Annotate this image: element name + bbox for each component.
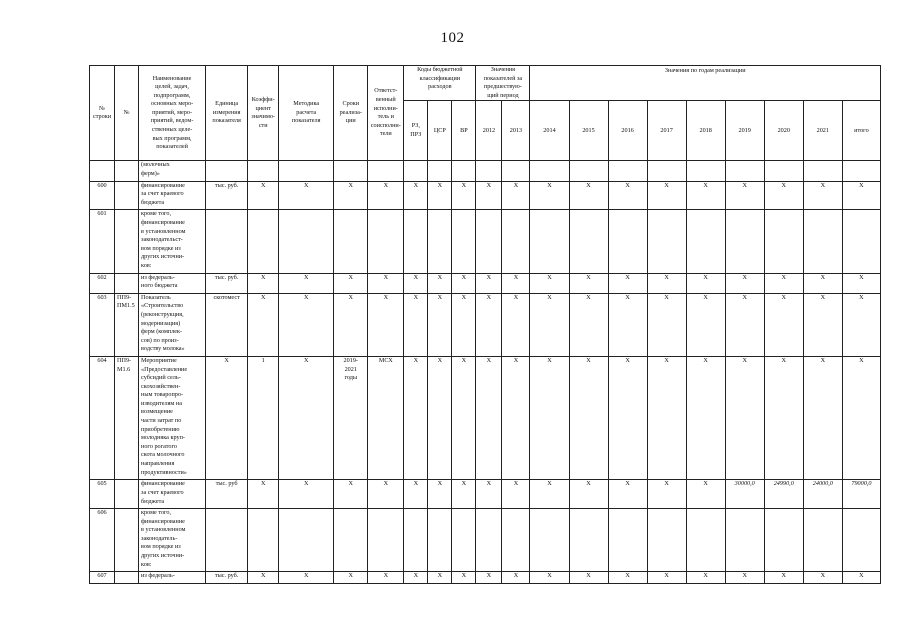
year-value-cell: X bbox=[725, 356, 764, 479]
code-value-cell: X bbox=[452, 356, 476, 479]
year-value-cell: X bbox=[842, 181, 880, 210]
year-value-cell bbox=[608, 509, 647, 572]
item-name: финансирование за счет краевого бюджета bbox=[139, 480, 206, 509]
code-value-cell bbox=[452, 161, 476, 181]
coef-cell: X bbox=[248, 273, 279, 293]
item-name: кроме того, финансирование в установленном законодательст- вом порядке из других источни- ков: bbox=[139, 210, 206, 273]
year-value-cell: X bbox=[569, 572, 608, 584]
table-row bbox=[90, 480, 881, 509]
page-number: 102 bbox=[440, 30, 465, 46]
year-value-cell: X bbox=[647, 273, 686, 293]
code-value-cell bbox=[502, 161, 530, 181]
table-row bbox=[90, 293, 881, 356]
year-value-cell: X bbox=[803, 356, 842, 479]
header-term: Сроки реализа- ции bbox=[334, 66, 368, 161]
method-cell: X bbox=[279, 273, 334, 293]
item-name: Показатель «Строительство (реконструкция, модернизация) ферм (комплек- сов) по произ- водству молока» bbox=[139, 293, 206, 356]
executor-cell: X bbox=[368, 572, 404, 584]
year-value-cell: X bbox=[803, 181, 842, 210]
coef-cell: X bbox=[248, 572, 279, 584]
year-value-cell: X bbox=[686, 293, 725, 356]
year-value-cell: X bbox=[647, 572, 686, 584]
code-value-cell: X bbox=[428, 293, 452, 356]
coef-cell: 1 bbox=[248, 356, 279, 479]
code-value-cell bbox=[476, 210, 502, 273]
year-value-cell: X bbox=[725, 181, 764, 210]
coef-cell: X bbox=[248, 480, 279, 509]
year-value-cell: X bbox=[803, 273, 842, 293]
code-value-cell: X bbox=[476, 181, 502, 210]
year-value-cell: X bbox=[608, 356, 647, 479]
year-value-cell: X bbox=[842, 293, 880, 356]
code-value-cell: X bbox=[428, 181, 452, 210]
year-value-cell bbox=[842, 210, 880, 273]
header-vr: ВР bbox=[452, 101, 476, 161]
row-number: 607 bbox=[90, 572, 115, 584]
program-code: ПП9- М1.6 bbox=[115, 356, 139, 479]
program-code bbox=[115, 509, 139, 572]
term-cell: X bbox=[334, 572, 368, 584]
executor-cell bbox=[368, 509, 404, 572]
year-value-cell bbox=[725, 210, 764, 273]
code-value-cell: X bbox=[404, 356, 428, 479]
year-value-cell: X bbox=[530, 356, 569, 479]
year-value-cell bbox=[569, 509, 608, 572]
header-year: 2021 bbox=[803, 101, 842, 161]
header-year: 2019 bbox=[725, 101, 764, 161]
header-coef: Коэффи- циент значимо- сти bbox=[248, 66, 279, 161]
executor-cell: X bbox=[368, 293, 404, 356]
code-value-cell: X bbox=[428, 273, 452, 293]
year-value-cell: X bbox=[842, 572, 880, 584]
year-value-cell: X bbox=[608, 273, 647, 293]
code-value-cell: X bbox=[476, 293, 502, 356]
unit-cell: скотомест bbox=[206, 293, 248, 356]
year-value-cell: X bbox=[530, 293, 569, 356]
item-name: (молочных ферм)» bbox=[139, 161, 206, 181]
method-cell bbox=[279, 210, 334, 273]
header-unit: Единица измерения показателя bbox=[206, 66, 248, 161]
year-value-cell bbox=[842, 509, 880, 572]
year-value-cell: 24000,0 bbox=[803, 480, 842, 509]
year-value-cell: X bbox=[569, 293, 608, 356]
coef-cell: X bbox=[248, 181, 279, 210]
code-value-cell: X bbox=[452, 480, 476, 509]
unit-cell bbox=[206, 210, 248, 273]
header-year: 2016 bbox=[608, 101, 647, 161]
unit-cell: тыс. руб. bbox=[206, 273, 248, 293]
item-name: из федераль- ного бюджета bbox=[139, 273, 206, 293]
header-method: Методика расчета показателя bbox=[279, 66, 334, 161]
year-value-cell bbox=[764, 210, 803, 273]
table-row bbox=[90, 509, 881, 572]
row-number: 605 bbox=[90, 480, 115, 509]
header-year-2012: 2012 bbox=[476, 101, 502, 161]
header-num: № bbox=[115, 66, 139, 161]
year-value-cell bbox=[530, 210, 569, 273]
term-cell: 2019- 2021 годы bbox=[334, 356, 368, 479]
year-value-cell: X bbox=[686, 572, 725, 584]
code-value-cell bbox=[452, 509, 476, 572]
code-value-cell: X bbox=[452, 273, 476, 293]
year-value-cell: X bbox=[647, 181, 686, 210]
row-number: 604 bbox=[90, 356, 115, 479]
header-prev-values: Значения показателей за предшествую- щий период bbox=[476, 66, 530, 101]
item-name: из федераль- bbox=[139, 572, 206, 584]
year-value-cell: X bbox=[842, 356, 880, 479]
table-row bbox=[90, 572, 881, 584]
header-year: 2020 bbox=[764, 101, 803, 161]
unit-cell bbox=[206, 161, 248, 181]
code-value-cell: X bbox=[502, 480, 530, 509]
code-value-cell bbox=[452, 210, 476, 273]
indicators-table bbox=[89, 65, 881, 584]
year-value-cell bbox=[647, 161, 686, 181]
term-cell bbox=[334, 210, 368, 273]
year-value-cell bbox=[608, 161, 647, 181]
coef-cell: X bbox=[248, 293, 279, 356]
year-value-cell bbox=[803, 210, 842, 273]
year-value-cell: X bbox=[530, 480, 569, 509]
year-value-cell: X bbox=[764, 356, 803, 479]
year-value-cell: X bbox=[764, 572, 803, 584]
executor-cell bbox=[368, 210, 404, 273]
year-value-cell bbox=[842, 161, 880, 181]
table-row bbox=[90, 273, 881, 293]
year-value-cell: X bbox=[764, 293, 803, 356]
table-row bbox=[90, 161, 881, 181]
code-value-cell: X bbox=[502, 572, 530, 584]
year-value-cell: X bbox=[569, 273, 608, 293]
item-name: кроме того, финансирование в установленном законодатель- вом порядке из других источни- ков: bbox=[139, 509, 206, 572]
program-code bbox=[115, 572, 139, 584]
header-year: 2018 bbox=[686, 101, 725, 161]
unit-cell: тыс. руб. bbox=[206, 572, 248, 584]
year-value-cell bbox=[803, 509, 842, 572]
header-year: 2017 bbox=[647, 101, 686, 161]
year-value-cell: X bbox=[647, 480, 686, 509]
code-value-cell: X bbox=[476, 480, 502, 509]
term-cell: X bbox=[334, 293, 368, 356]
header-year-2013: 2013 bbox=[502, 101, 530, 161]
year-value-cell: X bbox=[725, 572, 764, 584]
year-value-cell: X bbox=[764, 181, 803, 210]
executor-cell: X bbox=[368, 181, 404, 210]
item-name: Мероприятие «Предоставление субсидий сель- скохозяйствен- ным товаропро- изводителям на возмещение части затрат по приобретению молодняка круп- ного рогатого скота молочного направления продуктивности» bbox=[139, 356, 206, 479]
year-value-cell bbox=[803, 161, 842, 181]
code-value-cell: X bbox=[404, 480, 428, 509]
method-cell: X bbox=[279, 181, 334, 210]
program-code: ПП9- ПМ1.5 bbox=[115, 293, 139, 356]
year-value-cell: X bbox=[686, 480, 725, 509]
coef-cell bbox=[248, 161, 279, 181]
row-number bbox=[90, 161, 115, 181]
coef-cell bbox=[248, 509, 279, 572]
code-value-cell: X bbox=[404, 273, 428, 293]
code-value-cell bbox=[404, 161, 428, 181]
year-value-cell: X bbox=[530, 572, 569, 584]
code-value-cell: X bbox=[452, 572, 476, 584]
code-value-cell: X bbox=[502, 181, 530, 210]
header-year-values: Значения по годам реализации bbox=[530, 66, 881, 101]
year-value-cell bbox=[569, 210, 608, 273]
year-value-cell bbox=[686, 509, 725, 572]
code-value-cell bbox=[502, 509, 530, 572]
header-rz: РЗ, ПРЗ bbox=[404, 101, 428, 161]
unit-cell: тыс. руб. bbox=[206, 181, 248, 210]
year-value-cell bbox=[764, 509, 803, 572]
year-value-cell: X bbox=[530, 181, 569, 210]
header-year: 2015 bbox=[569, 101, 608, 161]
year-value-cell bbox=[686, 210, 725, 273]
code-value-cell: X bbox=[476, 273, 502, 293]
header-total: итого bbox=[842, 101, 880, 161]
year-value-cell bbox=[725, 509, 764, 572]
year-value-cell: 30000,0 bbox=[725, 480, 764, 509]
code-value-cell: X bbox=[476, 356, 502, 479]
term-cell: X bbox=[334, 181, 368, 210]
year-value-cell: X bbox=[686, 181, 725, 210]
row-number: 606 bbox=[90, 509, 115, 572]
code-value-cell: X bbox=[404, 572, 428, 584]
term-cell: X bbox=[334, 273, 368, 293]
program-code bbox=[115, 161, 139, 181]
year-value-cell bbox=[764, 161, 803, 181]
year-value-cell bbox=[608, 210, 647, 273]
code-value-cell: X bbox=[452, 293, 476, 356]
term-cell bbox=[334, 509, 368, 572]
term-cell: X bbox=[334, 480, 368, 509]
code-value-cell bbox=[428, 210, 452, 273]
year-value-cell: X bbox=[569, 181, 608, 210]
coef-cell bbox=[248, 210, 279, 273]
method-cell: X bbox=[279, 293, 334, 356]
year-value-cell: X bbox=[725, 293, 764, 356]
code-value-cell: X bbox=[428, 572, 452, 584]
code-value-cell: X bbox=[428, 480, 452, 509]
row-number: 603 bbox=[90, 293, 115, 356]
year-value-cell: X bbox=[608, 480, 647, 509]
code-value-cell bbox=[502, 210, 530, 273]
code-value-cell: X bbox=[502, 356, 530, 479]
year-value-cell bbox=[569, 161, 608, 181]
year-value-cell: X bbox=[608, 572, 647, 584]
header-row-no: № строки bbox=[90, 66, 115, 161]
code-value-cell: X bbox=[502, 293, 530, 356]
code-value-cell bbox=[404, 509, 428, 572]
year-value-cell: 79000,0 bbox=[842, 480, 880, 509]
program-code bbox=[115, 273, 139, 293]
year-value-cell: X bbox=[569, 356, 608, 479]
year-value-cell: X bbox=[569, 480, 608, 509]
header-executor: Ответст- венный исполни- тель и соисполни- тели bbox=[368, 66, 404, 161]
code-value-cell: X bbox=[404, 293, 428, 356]
executor-cell: X bbox=[368, 273, 404, 293]
year-value-cell bbox=[530, 161, 569, 181]
header-name: Наименование целей, задач, подпрограмм, основных меро- приятий, меро- приятий, ведом- ственных целе- вых программ, показателей bbox=[139, 66, 206, 161]
method-cell: X bbox=[279, 356, 334, 479]
row-number: 601 bbox=[90, 210, 115, 273]
year-value-cell: X bbox=[686, 273, 725, 293]
year-value-cell bbox=[647, 509, 686, 572]
code-value-cell bbox=[428, 509, 452, 572]
year-value-cell: X bbox=[608, 293, 647, 356]
unit-cell bbox=[206, 509, 248, 572]
code-value-cell bbox=[428, 161, 452, 181]
table-row bbox=[90, 181, 881, 210]
method-cell bbox=[279, 161, 334, 181]
header-csr: ЦСР bbox=[428, 101, 452, 161]
year-value-cell: X bbox=[530, 273, 569, 293]
code-value-cell bbox=[404, 210, 428, 273]
year-value-cell: X bbox=[686, 356, 725, 479]
year-value-cell: X bbox=[842, 273, 880, 293]
year-value-cell bbox=[530, 509, 569, 572]
year-value-cell: 24990,0 bbox=[764, 480, 803, 509]
program-code bbox=[115, 480, 139, 509]
year-value-cell: X bbox=[647, 293, 686, 356]
executor-cell bbox=[368, 161, 404, 181]
code-value-cell: X bbox=[502, 273, 530, 293]
row-number: 600 bbox=[90, 181, 115, 210]
year-value-cell: X bbox=[803, 293, 842, 356]
year-value-cell: X bbox=[803, 572, 842, 584]
executor-cell: МСХ bbox=[368, 356, 404, 479]
year-value-cell: X bbox=[608, 181, 647, 210]
term-cell bbox=[334, 161, 368, 181]
header-year: 2014 bbox=[530, 101, 569, 161]
code-value-cell: X bbox=[428, 356, 452, 479]
year-value-cell bbox=[647, 210, 686, 273]
table-row bbox=[90, 356, 881, 479]
code-value-cell bbox=[476, 509, 502, 572]
year-value-cell bbox=[725, 161, 764, 181]
unit-cell: тыс. руб bbox=[206, 480, 248, 509]
code-value-cell bbox=[476, 161, 502, 181]
method-cell: X bbox=[279, 572, 334, 584]
row-number: 602 bbox=[90, 273, 115, 293]
code-value-cell: X bbox=[476, 572, 502, 584]
table-row bbox=[90, 210, 881, 273]
year-value-cell bbox=[686, 161, 725, 181]
method-cell bbox=[279, 509, 334, 572]
program-code bbox=[115, 210, 139, 273]
year-value-cell: X bbox=[647, 356, 686, 479]
program-code bbox=[115, 181, 139, 210]
code-value-cell: X bbox=[452, 181, 476, 210]
item-name: финансирование за счет краевого бюджета bbox=[139, 181, 206, 210]
header-budget-codes: Коды бюджетной классификации расходов bbox=[404, 66, 476, 101]
method-cell: X bbox=[279, 480, 334, 509]
unit-cell: X bbox=[206, 356, 248, 479]
year-value-cell: X bbox=[725, 273, 764, 293]
executor-cell: X bbox=[368, 480, 404, 509]
table-body bbox=[90, 161, 881, 584]
year-value-cell: X bbox=[764, 273, 803, 293]
code-value-cell: X bbox=[404, 181, 428, 210]
